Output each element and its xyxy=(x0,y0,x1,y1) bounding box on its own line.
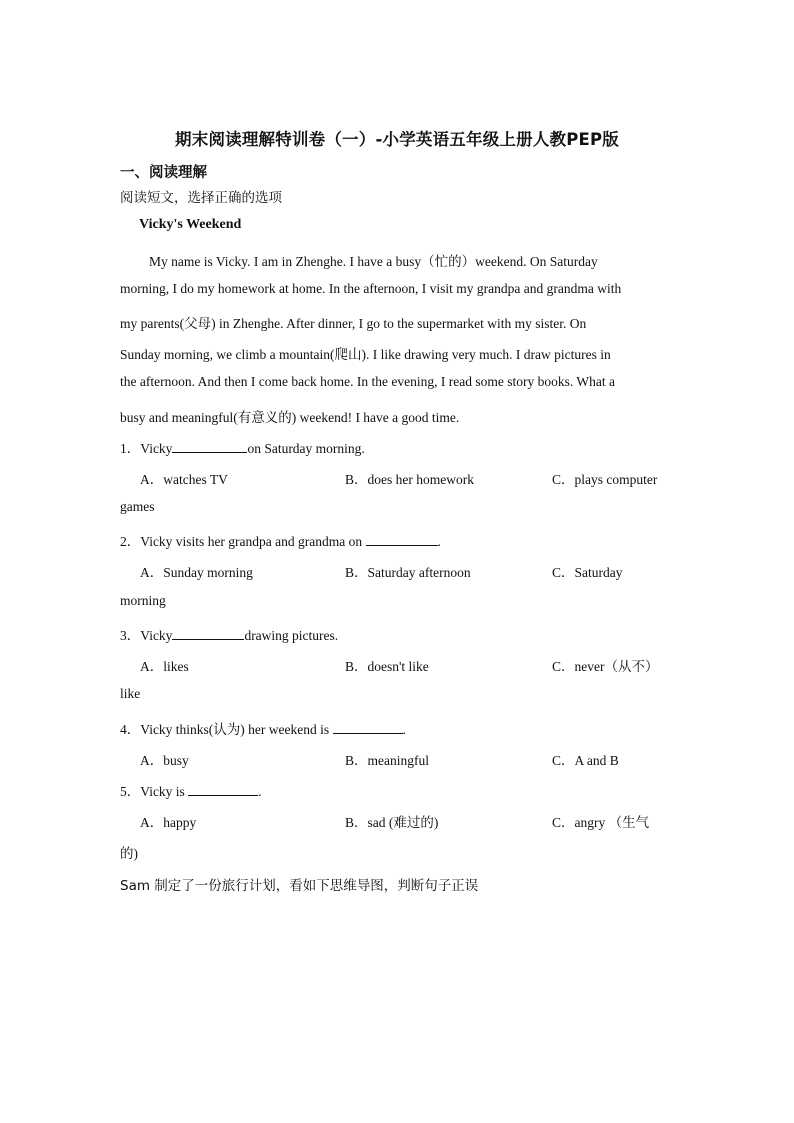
answer-blank[interactable] xyxy=(188,784,258,796)
option-c-wrap: like xyxy=(120,686,141,701)
question-5: 5．Vicky is . xyxy=(120,784,262,799)
option-c-wrap: games xyxy=(120,499,155,514)
question-1: 1．Vicky on Saturday morning. xyxy=(120,441,365,456)
option-b[interactable]: B．Saturday afternoon xyxy=(345,565,471,580)
story-line: busy and meaningful(有意义的) weekend! I have a good time. xyxy=(120,410,460,425)
question-3: 3．Vicky drawing pictures. xyxy=(120,628,339,643)
option-a[interactable]: A．busy xyxy=(140,753,189,768)
option-b[interactable]: B．does her homework xyxy=(345,472,474,487)
option-c-wrap: 的) xyxy=(120,846,138,861)
story-line: the afternoon. And then I come back home. In the evening, I read some story books. What a xyxy=(120,374,615,389)
story-line: my parents(父母) in Zhenghe. After dinner, I go to the supermarket with my sister. On xyxy=(120,316,587,331)
instruction-text: 阅读短文，选择正确的选项 xyxy=(120,190,282,206)
option-c-wrap: morning xyxy=(120,593,166,608)
option-c[interactable]: C．plays computer xyxy=(552,472,658,487)
answer-blank[interactable] xyxy=(366,534,438,546)
option-c[interactable]: C．Saturday xyxy=(552,565,623,580)
option-a[interactable]: A．likes xyxy=(140,659,189,674)
story-title: Vicky's Weekend xyxy=(139,217,242,232)
page-title: 期末阅读理解特训卷（一）-小学英语五年级上册人教PEP版 xyxy=(175,130,619,149)
section-heading-reading: 一、阅读理解 xyxy=(120,165,207,181)
option-b[interactable]: B．doesn't like xyxy=(345,659,429,674)
answer-blank[interactable] xyxy=(172,441,247,453)
option-a[interactable]: A．happy xyxy=(140,815,197,830)
option-a[interactable]: A．watches TV xyxy=(140,472,228,487)
option-b[interactable]: B．sad (难过的) xyxy=(345,815,439,830)
story-line: Sunday morning, we climb a mountain(爬山). I like drawing very much. I draw pictures in xyxy=(120,347,611,362)
answer-blank[interactable] xyxy=(333,722,403,734)
option-b[interactable]: B．meaningful xyxy=(345,753,429,768)
story-line: morning, I do my homework at home. In the afternoon, I visit my grandpa and grandma with xyxy=(120,281,622,296)
option-c[interactable]: C．never（从不） xyxy=(552,659,659,674)
option-c[interactable]: C．angry （生气 xyxy=(552,815,650,830)
question-2: 2．Vicky visits her grandpa and grandma on . xyxy=(120,534,441,549)
option-a[interactable]: A．Sunday morning xyxy=(140,565,253,580)
story-line: My name is Vicky. I am in Zhenghe. I have a busy（忙的）weekend. On Saturday xyxy=(149,254,598,269)
option-c[interactable]: C．A and B xyxy=(552,753,619,768)
question-4: 4．Vicky thinks(认为) her weekend is . xyxy=(120,722,406,737)
instruction-text-2: Sam 制定了一份旅行计划，看如下思维导图，判断句子正误 xyxy=(120,878,479,894)
answer-blank[interactable] xyxy=(172,628,244,640)
